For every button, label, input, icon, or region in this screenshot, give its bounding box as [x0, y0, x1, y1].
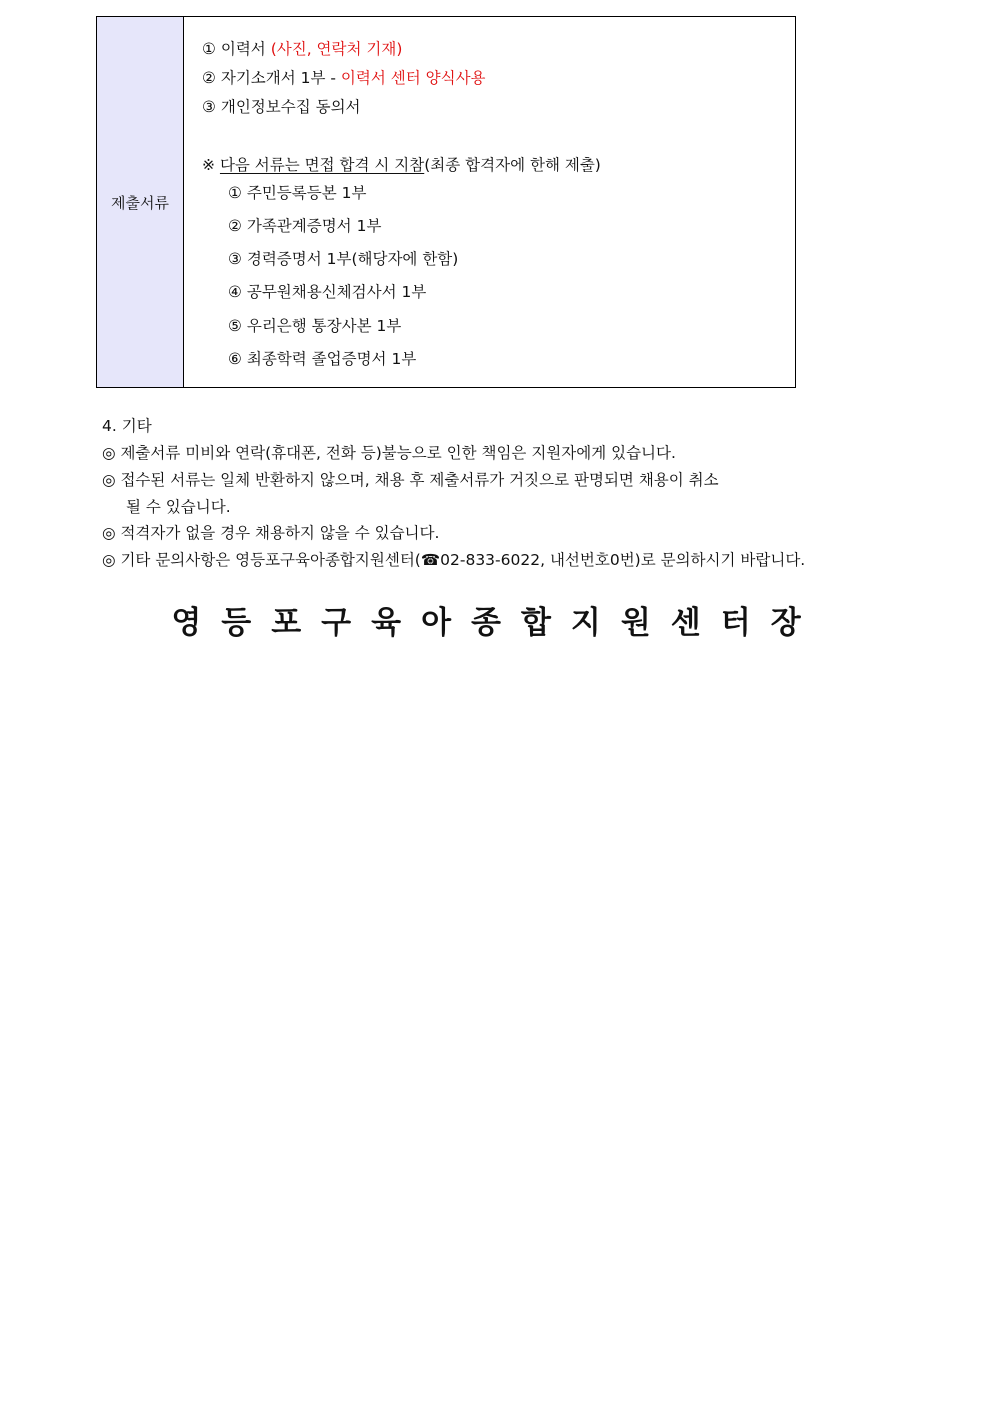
notice-bullet: ◎ 기타 문의사항은 영등포구육아종합지원센터(☎02-833-6022, 내선번호0번)로 문의하시기 바랍니다.	[102, 551, 806, 569]
document-item: ① 이력서 (사진, 연락처 기재)	[202, 40, 403, 58]
notice-bullet-continuation: 될 수 있습니다.	[126, 498, 231, 516]
documents-table	[96, 16, 796, 388]
interview-document-item: ④ 공무원채용신체검사서 1부	[228, 283, 427, 301]
notice-bullet: ◎ 제출서류 미비와 연락(휴대폰, 전화 등)불능으로 인한 책임은 지원자에게 있습니다.	[102, 444, 676, 462]
document-item: ③ 개인정보수집 동의서	[202, 98, 361, 116]
notice-bullet: ◎ 적격자가 없을 경우 채용하지 않을 수 있습니다.	[102, 524, 440, 542]
section-heading: 4. 기타	[102, 417, 152, 435]
interview-document-item: ③ 경력증명서 1부(해당자에 한함)	[228, 250, 459, 268]
interview-document-item: ⑥ 최종학력 졸업증명서 1부	[228, 350, 417, 368]
documents-label-cell	[97, 17, 184, 387]
signature-title: 영등포구육아종합지원센터장	[171, 605, 821, 641]
notice-bullet: ◎ 접수된 서류는 일체 반환하지 않으며, 채용 후 제출서류가 거짓으로 판명되면 채용이 취소	[102, 471, 719, 489]
documents-content-cell	[184, 17, 795, 387]
document-item: ② 자기소개서 1부 - 이력서 센터 양식사용	[202, 69, 486, 87]
interview-document-item: ① 주민등록등본 1부	[228, 184, 367, 202]
documents-label: 제출서류	[111, 193, 169, 212]
interview-note: ※ 다음 서류는 면접 합격 시 지참(최종 합격자에 한해 제출)	[202, 156, 601, 174]
interview-document-item: ② 가족관계증명서 1부	[228, 217, 382, 235]
interview-document-item: ⑤ 우리은행 통장사본 1부	[228, 317, 402, 335]
